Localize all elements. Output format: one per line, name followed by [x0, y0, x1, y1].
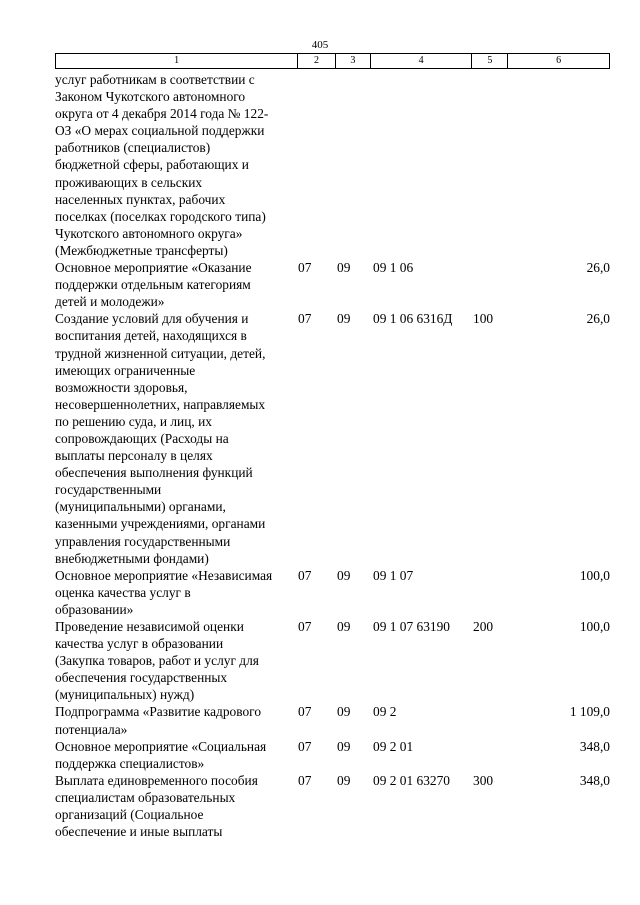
- header-col-2: 2: [298, 54, 336, 68]
- table-row: [55, 772, 610, 840]
- header-col-6: 6: [556, 55, 562, 66]
- subsection-code: 09: [337, 738, 351, 754]
- subsection-code: 09: [337, 567, 351, 583]
- target-article-code: 09 1 07 63190: [373, 619, 450, 634]
- target-article-code: 09 2: [373, 704, 397, 720]
- expense-type-code: 200: [473, 619, 494, 634]
- page-number: 405: [311, 39, 329, 51]
- amount: 1 109,0: [569, 704, 610, 720]
- row-description: услуг работникам в соответствии с Законом Чукотского автономного округа от 4 декабря 2014 года № 122- ОЗ «О мерах социальной поддержки работников (специалистов) бюджетной сферы, работающих и проживающих в сельских населенных пунктах, рабочих поселках (поселках городского типа) Чукотского автономного округа» (Межбюджетные трансферты): [55, 72, 269, 258]
- section-code: 07: [298, 704, 312, 720]
- row-description: Выплата единовременного пособия специалистам образовательных организаций (Социальное обеспечение и иные выплаты: [55, 772, 258, 840]
- target-article-code: 09 2 01: [373, 738, 414, 754]
- subsection-code: 09: [337, 772, 351, 788]
- table-row: [55, 310, 610, 566]
- table-body: [55, 71, 610, 840]
- header-col-5: 5: [472, 54, 508, 68]
- row-description: Основное мероприятие «Оказание поддержки отдельным категориям детей и молодежи»: [55, 260, 252, 310]
- subsection-code: 09: [337, 260, 351, 276]
- section-code: 07: [298, 311, 312, 327]
- header-col-1: 1: [56, 54, 298, 68]
- subsection-code: 09: [337, 704, 351, 720]
- table-header: [55, 53, 610, 69]
- expense-type-code: 100: [473, 311, 494, 327]
- section-code: 07: [298, 619, 312, 634]
- row-description: Создание условий для обучения и воспитания детей, находящихся в трудной жизненной ситуации, детей, имеющих ограниченные возможности здоровья, несовершеннолетних, направляемых по решению суда, и лиц, их сопровождающих (Расходы на выплаты персоналу в целях обеспечения выполнения функций государственными (муниципальными) органами, казенными учреждениями, органами управления государственными внебюджетными фондами): [55, 311, 266, 566]
- expense-type-code: 300: [473, 772, 494, 788]
- target-article-code: 09 1 06 6316Д: [373, 311, 453, 327]
- table-row: [55, 259, 610, 310]
- amount: 348,0: [579, 738, 610, 754]
- amount: 26,0: [586, 260, 610, 276]
- table-row: [55, 703, 610, 737]
- amount: 100,0: [579, 619, 610, 634]
- table-row: [55, 567, 610, 618]
- target-article-code: 09 1 07: [373, 567, 414, 583]
- target-article-code: 09 1 06: [373, 260, 414, 276]
- header-col-4: 4: [371, 54, 473, 68]
- row-description: Проведение независимой оценки качества услуг в образовании (Закупка товаров, работ и услуг для обеспечения государственных (муниципальных) нужд): [55, 619, 259, 703]
- header-col-3: 3: [336, 54, 371, 68]
- section-code: 07: [298, 738, 312, 754]
- section-code: 07: [298, 567, 312, 583]
- section-code: 07: [298, 260, 312, 276]
- target-article-code: 09 2 01 63270: [373, 772, 450, 788]
- amount: 100,0: [579, 567, 610, 583]
- row-description: Основное мероприятие «Независимая оценка качества услуг в образовании»: [55, 567, 273, 617]
- section-code: 07: [298, 772, 312, 788]
- subsection-code: 09: [337, 311, 351, 327]
- amount: 26,0: [586, 311, 610, 327]
- table-row: [55, 738, 610, 772]
- row-description: Основное мероприятие «Социальная поддержка специалистов»: [55, 738, 267, 771]
- table-row: [55, 618, 610, 703]
- table-row: [55, 71, 610, 259]
- row-description: Подпрограмма «Развитие кадрового потенциала»: [55, 704, 262, 737]
- subsection-code: 09: [337, 619, 351, 634]
- amount: 348,0: [579, 772, 610, 788]
